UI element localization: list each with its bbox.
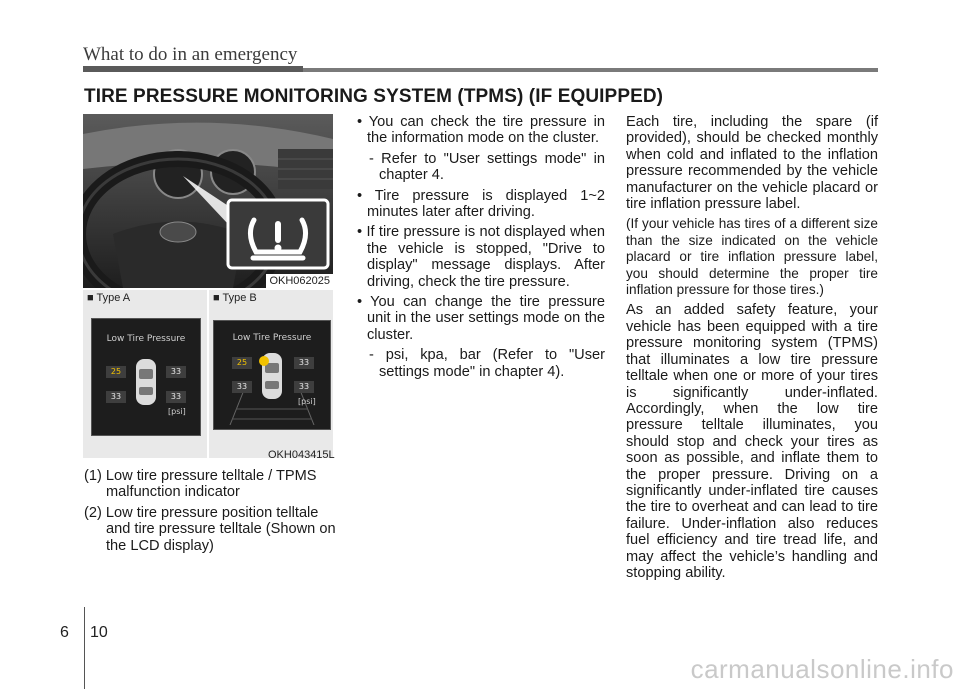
section-title: TIRE PRESSURE MONITORING SYSTEM (TPMS) (IF EQUIPPED) (84, 86, 664, 107)
sub-user-settings: - Refer to "User settings mode" in chapter 4. (369, 150, 605, 184)
photo-figure-code: OKH062025 (266, 274, 333, 288)
paragraph-tpms-safety: As an added safety feature, your vehicle has been equipped with a tire pressure monitoring system (TPMS) that illuminates a low tire pressure telltale when one or more of your tires is significantly under-inflated. Accordingly, when the low tire pressure telltale illuminates, you should stop and check your tires as soon as possible, and inflate them to the proper pressure. Driving on a significantly under-inflated tire causes the tire to overheat and can lead to tire failure. Under-inflation also reduces fuel efficiency and tire tread life, and may affect the vehicle’s handling and stopping ability. (626, 302, 878, 581)
bullet-change-unit: • You can change the tire pressure unit in the user settings mode on the cluster. (357, 294, 605, 343)
tire-rear-left-value: 33 (232, 381, 252, 393)
paragraph-different-size: (If your vehicle has tires of a different size than the size indicated on the vehicle placard or tire inflation pressure label, you should determine the proper tire inflation pressure for those tires.) (626, 216, 878, 298)
tire-rear-right-value: 33 (294, 381, 314, 393)
tire-front-right-value: 33 (166, 366, 186, 378)
paragraph-monthly-check: Each tire, including the spare (if provided), should be checked monthly when cold and inflated to the inflation pressure recommended by the vehicle manufacturer on the vehicle placard or tire inflation pressure label. (626, 114, 878, 213)
watermark: carmanualsonline.info (690, 654, 954, 684)
column-3-text (626, 114, 878, 585)
lcd-title: Low Tire Pressure (106, 334, 186, 344)
chapter-header-title: What to do in an emergency (83, 44, 298, 65)
car-top-view-icon (132, 357, 160, 407)
dashboard-photo (83, 114, 333, 288)
tire-front-left-value: 25 (106, 366, 126, 378)
car-top-view-icon (258, 351, 286, 401)
page-number: 10 (90, 624, 108, 641)
lcd-title: Low Tire Pressure (232, 333, 312, 343)
display-figure-code: OKH043415L (268, 449, 335, 461)
tire-front-right-value: 33 (294, 357, 314, 369)
type-b-panel (209, 290, 333, 458)
column-2-text (353, 114, 605, 384)
caption-item-2: (2) Low tire pressure position telltale and tire pressure telltale (Shown on the LCD display) (84, 504, 336, 554)
tpms-warning-icon (226, 198, 330, 270)
tire-rear-right-value: 33 (166, 391, 186, 403)
bullet-drive-to-display: • If tire pressure is not displayed when the vehicle is stopped, "Drive to display" message displays. After driving, check the tire pressure. (357, 224, 605, 290)
pressure-unit: [psi] (168, 407, 186, 416)
bullet-check-pressure: • You can check the tire pressure in the information mode on the cluster. (357, 114, 605, 147)
bullet-display-delay: • Tire pressure is displayed 1~2 minutes later after driving. (357, 187, 605, 221)
sub-units: - psi, kpa, bar (Refer to "User settings mode" in chapter 4). (369, 347, 605, 380)
header-rule-accent (83, 66, 303, 72)
type-a-lcd (91, 318, 201, 436)
tire-rear-left-value: 33 (106, 391, 126, 403)
caption-item-1: (1) Low tire pressure telltale / TPMS malfunction indicator (84, 468, 317, 501)
figure-captions (84, 468, 336, 558)
tire-front-left-value: 25 (232, 357, 252, 369)
type-b-lcd (213, 320, 331, 430)
type-b-label: ■ Type B (213, 292, 257, 304)
footer-rule (84, 607, 85, 689)
pressure-unit: [psi] (298, 397, 316, 406)
type-a-label: ■ Type A (87, 292, 131, 304)
type-a-panel (83, 290, 207, 458)
page-chapter-number: 6 (60, 624, 69, 641)
